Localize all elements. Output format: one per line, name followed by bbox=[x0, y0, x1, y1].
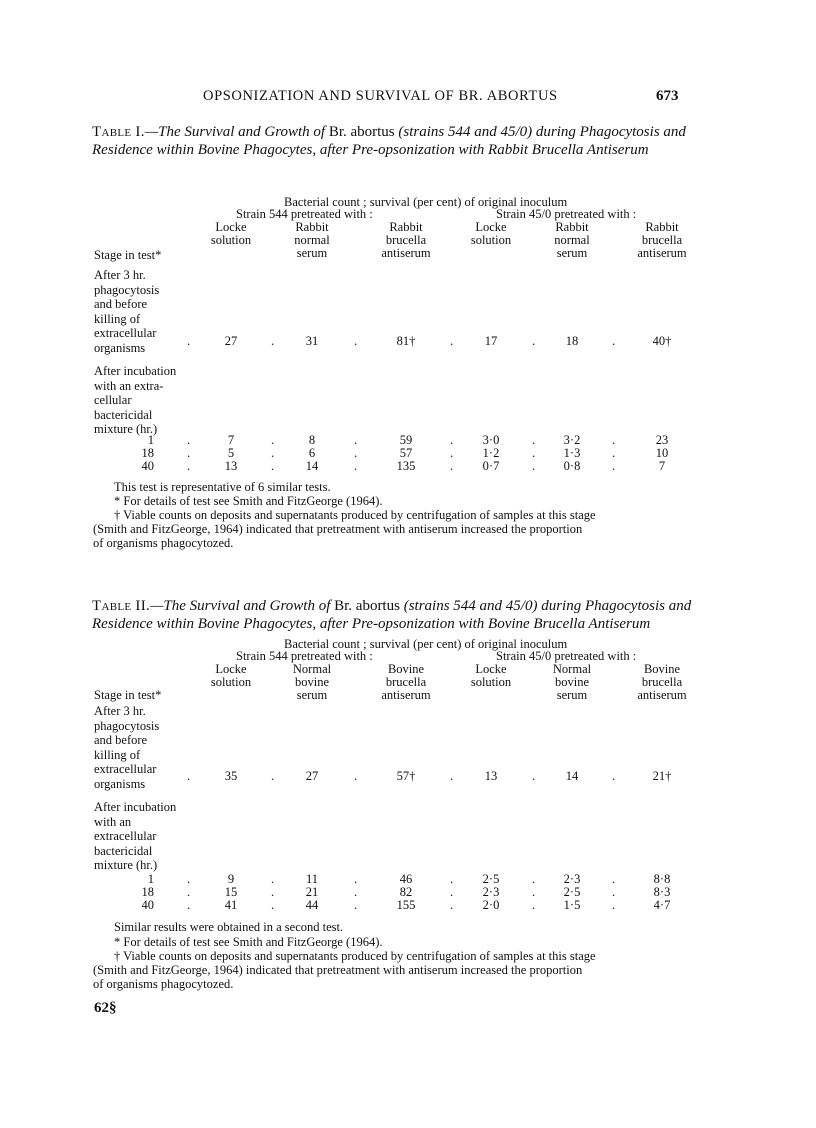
table-1-col-head-2: Rabbit normal serum bbox=[294, 220, 330, 260]
leader-dot: . bbox=[450, 769, 454, 783]
table-cell: 155 bbox=[396, 898, 416, 912]
table-cell: 7 bbox=[227, 433, 235, 447]
table-1-col-head-3: Rabbit brucella antiserum bbox=[381, 220, 431, 260]
leader-dot: . bbox=[271, 885, 275, 899]
leader-dot: . bbox=[450, 459, 454, 473]
table-2-col-head-2: Normal bovine serum bbox=[292, 662, 332, 702]
leader-dot: . bbox=[271, 334, 275, 348]
table-2-footnote-dagger-1: † Viable counts on deposits and supernatants produced by centrifugation of samples at this stage bbox=[114, 949, 596, 963]
leader-dot: . bbox=[612, 898, 616, 912]
table-1-caption-label: Table I. bbox=[92, 124, 145, 140]
table-1-col-head-5: Rabbit normal serum bbox=[554, 220, 590, 260]
table-cell: 57† bbox=[396, 769, 416, 783]
table-2-strain-a-head: Strain 544 pretreated with : bbox=[236, 649, 373, 663]
table-1-col-head-1: Locke solution bbox=[210, 220, 252, 247]
table-cell: 0·7 bbox=[482, 459, 500, 473]
leader-dot: . bbox=[354, 898, 358, 912]
table-2-stage-1-label: After 3 hr. phagocytosis and before killing of extracellular organisms bbox=[94, 704, 160, 791]
table-cell: 15 bbox=[224, 885, 238, 899]
leader-dot: . bbox=[532, 459, 536, 473]
leader-dot: . bbox=[187, 769, 191, 783]
running-head bbox=[0, 88, 816, 108]
table-cell: 8 bbox=[308, 433, 316, 447]
leader-dot: . bbox=[450, 433, 454, 447]
leader-dot: . bbox=[612, 769, 616, 783]
table-2-footnote-star: * For details of test see Smith and FitzGeorge (1964). bbox=[114, 935, 383, 949]
table-2-stage-2-label: After incubation with an extracellular bactericidal mixture (hr.) bbox=[94, 800, 177, 873]
table-cell: 13 bbox=[484, 769, 498, 783]
table-1-footnote-dagger-3: of organisms phagocytozed. bbox=[93, 536, 234, 550]
leader-dot: . bbox=[187, 872, 191, 886]
leader-dot: . bbox=[187, 885, 191, 899]
table-cell: 1·2 bbox=[482, 446, 500, 460]
table-cell: 46 bbox=[399, 872, 413, 886]
table-1-strain-a-head: Strain 544 pretreated with : bbox=[236, 207, 373, 221]
table-cell: 27 bbox=[224, 334, 238, 348]
table-2-footnote-dagger-2: (Smith and FitzGeorge, 1964) indicated that pretreatment with antiserum increased the proportion bbox=[93, 963, 583, 977]
leader-dot: . bbox=[354, 769, 358, 783]
table-1-footnote-dagger-2: (Smith and FitzGeorge, 1964) indicated that pretreatment with antiserum increased the proportion bbox=[93, 522, 583, 536]
table-cell: 2·3 bbox=[563, 872, 581, 886]
table-cell: 21† bbox=[652, 769, 672, 783]
table-cell: 1·5 bbox=[563, 898, 581, 912]
leader-dot: . bbox=[532, 433, 536, 447]
table-cell: 18 bbox=[565, 334, 579, 348]
table-2-row-label-18: 18 bbox=[141, 885, 154, 899]
table-cell: 40† bbox=[652, 334, 672, 348]
table-1-row-label-18: 18 bbox=[141, 446, 154, 460]
table-cell: 9 bbox=[227, 872, 235, 886]
leader-dot: . bbox=[271, 872, 275, 886]
table-cell: 27 bbox=[305, 769, 319, 783]
page-number: 673 bbox=[656, 88, 679, 104]
leader-dot: . bbox=[271, 769, 275, 783]
table-cell: 2·0 bbox=[482, 898, 500, 912]
table-2-col-head-4: Locke solution bbox=[470, 662, 512, 689]
table-cell: 23 bbox=[655, 433, 669, 447]
table-2-col-head-1: Locke solution bbox=[210, 662, 252, 689]
table-cell: 35 bbox=[224, 769, 238, 783]
table-cell: 2·5 bbox=[563, 885, 581, 899]
table-2-col-head-5: Normal bovine serum bbox=[552, 662, 592, 702]
table-cell: 31 bbox=[305, 334, 319, 348]
table-cell: 8·8 bbox=[653, 872, 671, 886]
table-1-strain-b-head: Strain 45/0 pretreated with : bbox=[496, 207, 637, 221]
leader-dot: . bbox=[532, 446, 536, 460]
table-cell: 7 bbox=[658, 459, 666, 473]
leader-dot: . bbox=[612, 433, 616, 447]
table-cell: 82 bbox=[399, 885, 413, 899]
table-cell: 44 bbox=[305, 898, 319, 912]
table-cell: 13 bbox=[224, 459, 238, 473]
leader-dot: . bbox=[354, 446, 358, 460]
table-1-caption: Table I.—The Survival and Growth of Br. abortus (strains 544 and 45/0) during Phagocytosis and Residence within Bovine Phagocytes, after Pre-opsonization with Rabbit Brucella Antiserum bbox=[92, 124, 686, 158]
table-cell: 21 bbox=[305, 885, 319, 899]
table-2-strain-b-head: Strain 45/0 pretreated with : bbox=[496, 649, 637, 663]
leader-dot: . bbox=[450, 898, 454, 912]
table-cell: 41 bbox=[224, 898, 238, 912]
table-2 bbox=[92, 598, 712, 998]
leader-dot: . bbox=[354, 334, 358, 348]
table-2-col-head-3: Bovine brucella antiserum bbox=[381, 662, 431, 702]
table-1-row-label-1: 1 bbox=[147, 433, 154, 447]
leader-dot: . bbox=[532, 334, 536, 348]
leader-dot: . bbox=[187, 334, 191, 348]
table-1-span-title: Bacterial count ; survival (per cent) of original inoculum bbox=[284, 195, 568, 209]
leader-dot: . bbox=[450, 885, 454, 899]
table-1-stub-head: Stage in test* bbox=[94, 248, 162, 262]
table-cell: 11 bbox=[305, 872, 319, 886]
leader-dot: . bbox=[612, 459, 616, 473]
leader-dot: . bbox=[612, 872, 616, 886]
table-2-row-label-1: 1 bbox=[147, 872, 154, 886]
leader-dot: . bbox=[450, 334, 454, 348]
leader-dot: . bbox=[612, 446, 616, 460]
table-2-caption-label: Table II. bbox=[92, 598, 151, 614]
table-cell: 81† bbox=[396, 334, 416, 348]
table-2-col-head-6: Bovine brucella antiserum bbox=[637, 662, 687, 702]
leader-dot: . bbox=[612, 885, 616, 899]
leader-dot: . bbox=[532, 898, 536, 912]
table-1-stage-2-label: After incubation with an extra- cellular bactericidal mixture (hr.) bbox=[94, 364, 177, 437]
table-2-span-title: Bacterial count ; survival (per cent) of original inoculum bbox=[284, 637, 568, 651]
table-cell: 10 bbox=[655, 446, 669, 460]
leader-dot: . bbox=[532, 885, 536, 899]
leader-dot: . bbox=[271, 433, 275, 447]
leader-dot: . bbox=[187, 433, 191, 447]
table-cell: 14 bbox=[305, 459, 319, 473]
table-1-footnote-star: * For details of test see Smith and FitzGeorge (1964). bbox=[114, 494, 383, 508]
table-cell: 17 bbox=[484, 334, 498, 348]
table-2-caption: Table II.—The Survival and Growth of Br. abortus (strains 544 and 45/0) during Phagocytosis and Residence within Bovine Phagocytes, after Pre-opsonization with Bovine Brucella Antiserum bbox=[92, 598, 692, 632]
table-cell: 2·5 bbox=[482, 872, 500, 886]
table-2-footnote-dagger-3: of organisms phagocytozed. bbox=[93, 977, 234, 991]
table-1-stage-1-label: After 3 hr. phagocytosis and before killing of extracellular organisms bbox=[94, 268, 160, 355]
leader-dot: . bbox=[450, 446, 454, 460]
table-cell: 0·8 bbox=[563, 459, 581, 473]
table-cell: 57 bbox=[399, 446, 413, 460]
table-cell: 8·3 bbox=[653, 885, 671, 899]
table-1-footnote-dagger-1: † Viable counts on deposits and supernatants produced by centrifugation of samples at this stage bbox=[114, 508, 596, 522]
leader-dot: . bbox=[354, 885, 358, 899]
table-cell: 4·7 bbox=[653, 898, 671, 912]
leader-dot: . bbox=[354, 872, 358, 886]
leader-dot: . bbox=[354, 459, 358, 473]
leader-dot: . bbox=[450, 872, 454, 886]
leader-dot: . bbox=[612, 334, 616, 348]
table-1 bbox=[92, 124, 712, 554]
leader-dot: . bbox=[271, 459, 275, 473]
table-1-col-head-4: Locke solution bbox=[470, 220, 512, 247]
table-1-row-label-40: 40 bbox=[141, 459, 154, 473]
leader-dot: . bbox=[271, 898, 275, 912]
table-cell: 6 bbox=[308, 446, 316, 460]
running-head-title: OPSONIZATION AND SURVIVAL OF BR. ABORTUS bbox=[203, 88, 558, 104]
table-cell: 59 bbox=[399, 433, 413, 447]
leader-dot: . bbox=[187, 446, 191, 460]
table-cell: 1·3 bbox=[563, 446, 581, 460]
table-cell: 3·0 bbox=[482, 433, 500, 447]
table-cell: 135 bbox=[396, 459, 416, 473]
table-2-row-label-40: 40 bbox=[141, 898, 154, 912]
signature-mark: 62§ bbox=[94, 1000, 117, 1016]
table-1-note-representative: This test is representative of 6 similar tests. bbox=[114, 480, 331, 494]
leader-dot: . bbox=[187, 898, 191, 912]
table-cell: 5 bbox=[227, 446, 235, 460]
leader-dot: . bbox=[187, 459, 191, 473]
leader-dot: . bbox=[532, 872, 536, 886]
leader-dot: . bbox=[532, 769, 536, 783]
table-2-stub-head: Stage in test* bbox=[94, 688, 162, 702]
leader-dot: . bbox=[354, 433, 358, 447]
table-cell: 2·3 bbox=[482, 885, 500, 899]
table-cell: 3·2 bbox=[563, 433, 581, 447]
leader-dot: . bbox=[271, 446, 275, 460]
table-cell: 14 bbox=[565, 769, 579, 783]
table-2-note-similar: Similar results were obtained in a second test. bbox=[114, 920, 344, 934]
table-1-col-head-6: Rabbit brucella antiserum bbox=[637, 220, 687, 260]
